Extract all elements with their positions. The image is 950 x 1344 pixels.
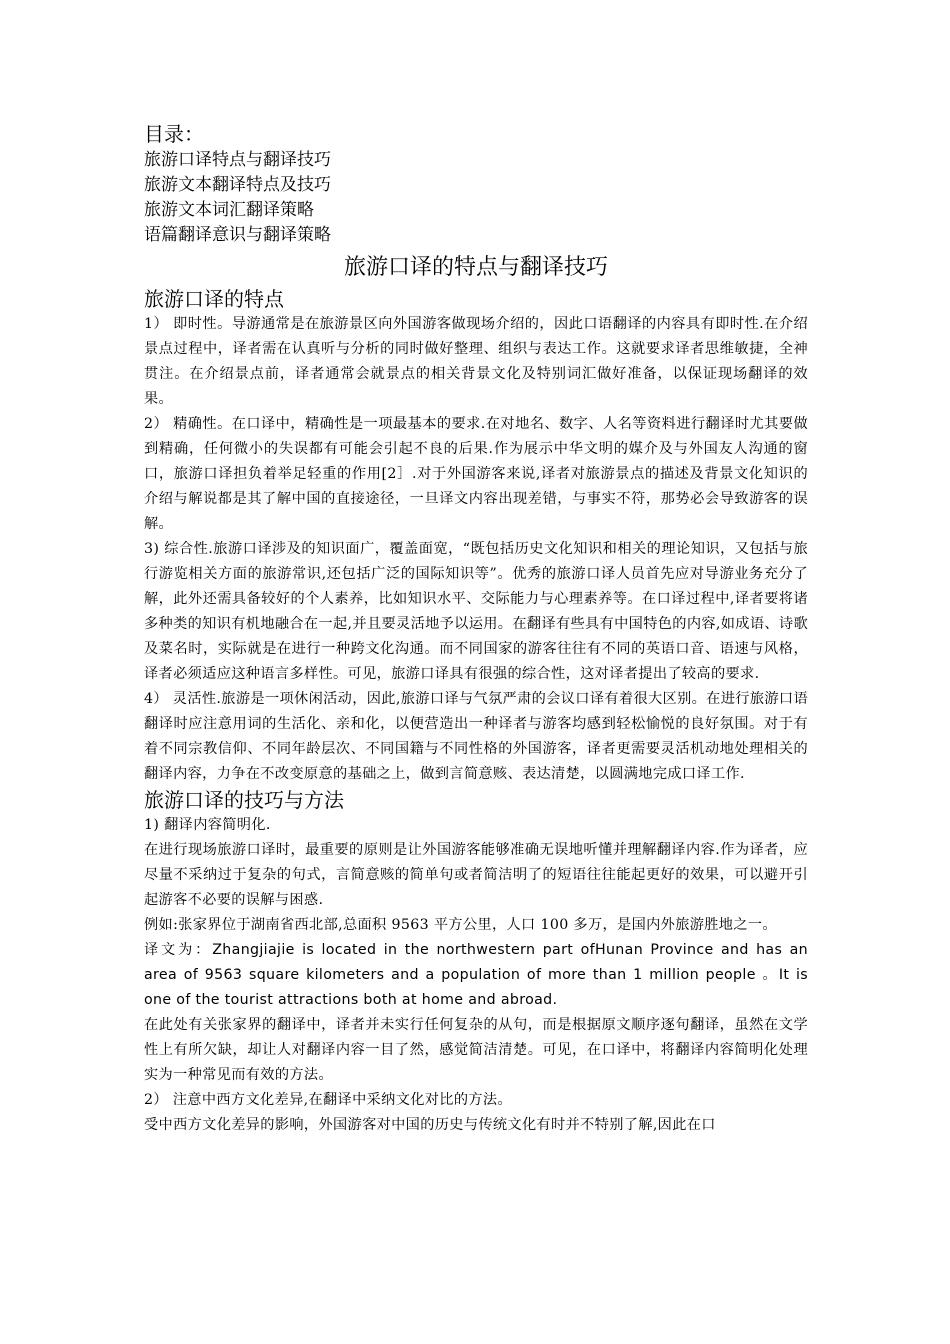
document-page (144, 120, 808, 1138)
table-of-contents (144, 120, 808, 248)
paragraph-example: 例如:张家界位于湖南省西北部,总面积 9563 平方公里，人口 100 多万，是国内外旅游胜地之一。 (144, 917, 777, 933)
paragraph-analysis: 在此处有关张家界的翻译中，译者并未实行任何复杂的从句，而是根据原文顺序逐句翻译，虽然在文学性上有所欠缺，却让人对翻译内容一目了然，感觉简洁清楚。可见，在口译中，将翻译内容简明化处理实为一种常见而有效的方法。 (144, 1017, 808, 1083)
toc-item[interactable]: 旅游口译特点与翻译技巧 (144, 150, 331, 170)
paragraph-culture-title: 2） 注意中西方文化差异,在翻译中采纳文化对比的方法。 (144, 1092, 512, 1108)
toc-item[interactable]: 旅游文本翻译特点及技巧 (144, 175, 331, 195)
paragraph-immediacy: 1） 即时性。导游通常是在旅游景区向外国游客做现场介绍的，因此口语翻译的内容具有即时性.在介绍景点过程中，译者需在认真听与分析的同时做好整理、组织与表达工作。这就要求译者思维敏捷，全神贯注。在介绍景点前，译者通常会就景点的相关背景文化及特别词汇做好准备，以保证现场翻译的效果。 (144, 316, 808, 407)
paragraph-comprehensiveness: 3) 综合性.旅游口译涉及的知识面广，覆盖面宽，“既包括历史文化知识和相关的理论知识，又包括与旅行游览相关方面的旅游常识,还包括广泛的国际知识等”。优秀的旅游口译人员首先应对导游业务充分了解，此外还需具备较好的个人素养，比如知识水平、交际能力与心理素养等。在口译过程中,译者要将诸多种类的知识有机地融合在一起,并且要灵活地予以运用。在翻译有些具有中国特色的内容,如成语、诗歌及菜名时，实际就是在进行一种跨文化沟通。而不同国家的游客往往有不同的英语口音、语速与风格，译者必须适应这种语言多样性。可见，旅游口译具有很强的综合性，这对译者提出了较高的要求. (144, 541, 808, 682)
toc-item[interactable]: 旅游文本词汇翻译策略 (144, 200, 314, 220)
section-heading-techniques: 旅游口译的技巧与方法 (144, 788, 344, 812)
paragraph-simplify-title: 1) 翻译内容简明化. (144, 817, 271, 833)
toc-title: 目录： (144, 122, 204, 146)
paragraph-accuracy: 2） 精确性。在口译中，精确性是一项最基本的要求.在对地名、数字、人名等资料进行翻译时尤其要做到精确，任何微小的失误都有可能会引起不良的后果.作为展示中华文明的媒介及与外国友人沟通的窗口，旅游口译担负着举足轻重的作用[2］.对于外国游客来说,译者对旅游景点的描述及背景文化知识的介绍与解说都是其了解中国的直接途径，一旦译文内容出现差错，与事实不符，那势必会导致游客的误解。 (144, 416, 808, 532)
document-title: 旅游口译的特点与翻译技巧 (343, 255, 608, 280)
paragraph-translation: 译文为：Zhangjiajie is located in the northwestern part ofHunan Province and has an area of 9563 square kilometers and a population of more than 1 million people 。It is one of the tourist attractions both at home and abroad. (144, 942, 808, 1008)
paragraph-culture-body: 受中西方文化差异的影响，外国游客对中国的历史与传统文化有时并不特别了解,因此在口 (144, 1117, 716, 1133)
paragraph-simplify-body: 在进行现场旅游口译时，最重要的原则是让外国游客能够准确无误地听懂并理解翻译内容.作为译者，应尽量不采纳过于复杂的句式，言简意赅的简单句或者简洁明了的短语往往能起更好的效果，可以避开引起游客不必要的误解与困惑. (144, 842, 808, 908)
section-heading-features: 旅游口译的特点 (144, 287, 284, 311)
toc-item[interactable]: 语篇翻译意识与翻译策略 (144, 225, 331, 245)
paragraph-flexibility: 4） 灵活性.旅游是一项休闲活动，因此,旅游口译与气氛严肃的会议口译有着很大区别。在进行旅游口语翻译时应注意用词的生活化、亲和化，以便营造出一种译者与游客均感到轻松愉悦的良好氛围。对于有着不同宗教信仰、不同年龄层次、不同国籍与不同性格的外国游客，译者更需要灵活机动地处理相关的翻译内容，力争在不改变原意的基础之上，做到言简意赅、表达清楚，以圆满地完成口译工作. (144, 691, 808, 782)
